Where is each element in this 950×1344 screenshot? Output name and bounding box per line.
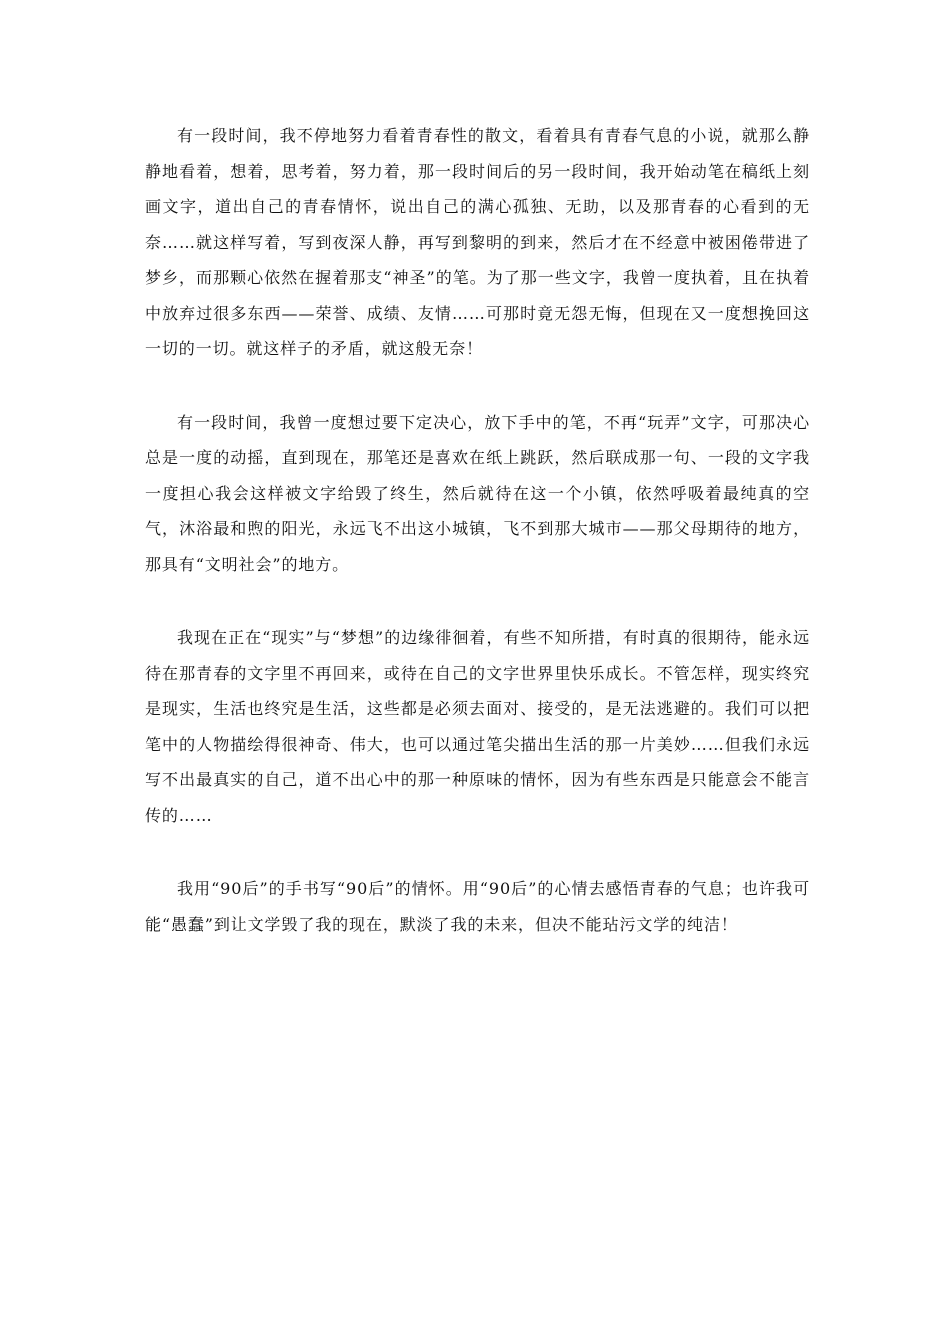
paragraph-1: 有一段时间，我不停地努力看着青春性的散文，看着具有青春气息的小说，就那么静静地看着，想着，思考着，努力着，那一段时间后的另一段时间，我开始动笔在稿纸上刻画文字，道出自己的青春情怀，说出自己的满心孤独、无助，以及那青春的心看到的无奈……就这样写着，写到夜深人静，再写到黎明的到来，然后才在不经意中被困倦带进了梦乡，而那颗心依然在握着那支“神圣”的笔。为了那一些文字，我曾一度执着，且在执着中放弃过很多东西——荣誉、成绩、友情……可那时竟无怨无悔，但现在又一度想挽回这一切的一切。就这样子的矛盾，就这般无奈！ [145, 126, 810, 358]
paragraph-2: 有一段时间，我曾一度想过要下定决心，放下手中的笔，不再“玩弄”文字，可那决心总是一度的动摇，直到现在，那笔还是喜欢在纸上跳跃，然后联成那一句、一段的文字我一度担心我会这样被文字给毁了终生，然后就待在这一个小镇，依然呼吸着最纯真的空气，沐浴最和煦的阳光，永远飞不出这小城镇，飞不到那大城市——那父母期待的地方，那具有“文明社会”的地方。 [145, 412, 810, 574]
paragraph-gap [145, 367, 810, 405]
document-body [145, 118, 810, 942]
paragraph-gap [145, 833, 810, 871]
paragraph-4: 我用“90后”的手书写“90后”的情怀。用“90后”的心情去感悟青春的气息；也许我可能“愚蠢”到让文学毁了我的现在，默淡了我的未来，但决不能玷污文学的纯洁！ [145, 879, 810, 934]
paragraph-gap [145, 582, 810, 620]
paragraph-3: 我现在正在“现实”与“梦想”的边缘徘徊着，有些不知所措，有时真的很期待，能永远待在那青春的文字里不再回来，或待在自己的文字世界里快乐成长。不管怎样，现实终究是现实，生活也终究是生活，这些都是必须去面对、接受的，是无法逃避的。我们可以把笔中的人物描绘得很神奇、伟大，也可以通过笔尖描出生活的那一片美妙……但我们永远写不出最真实的自己，道不出心中的那一种原味的情怀，因为有些东西是只能意会不能言传的…… [145, 628, 810, 825]
